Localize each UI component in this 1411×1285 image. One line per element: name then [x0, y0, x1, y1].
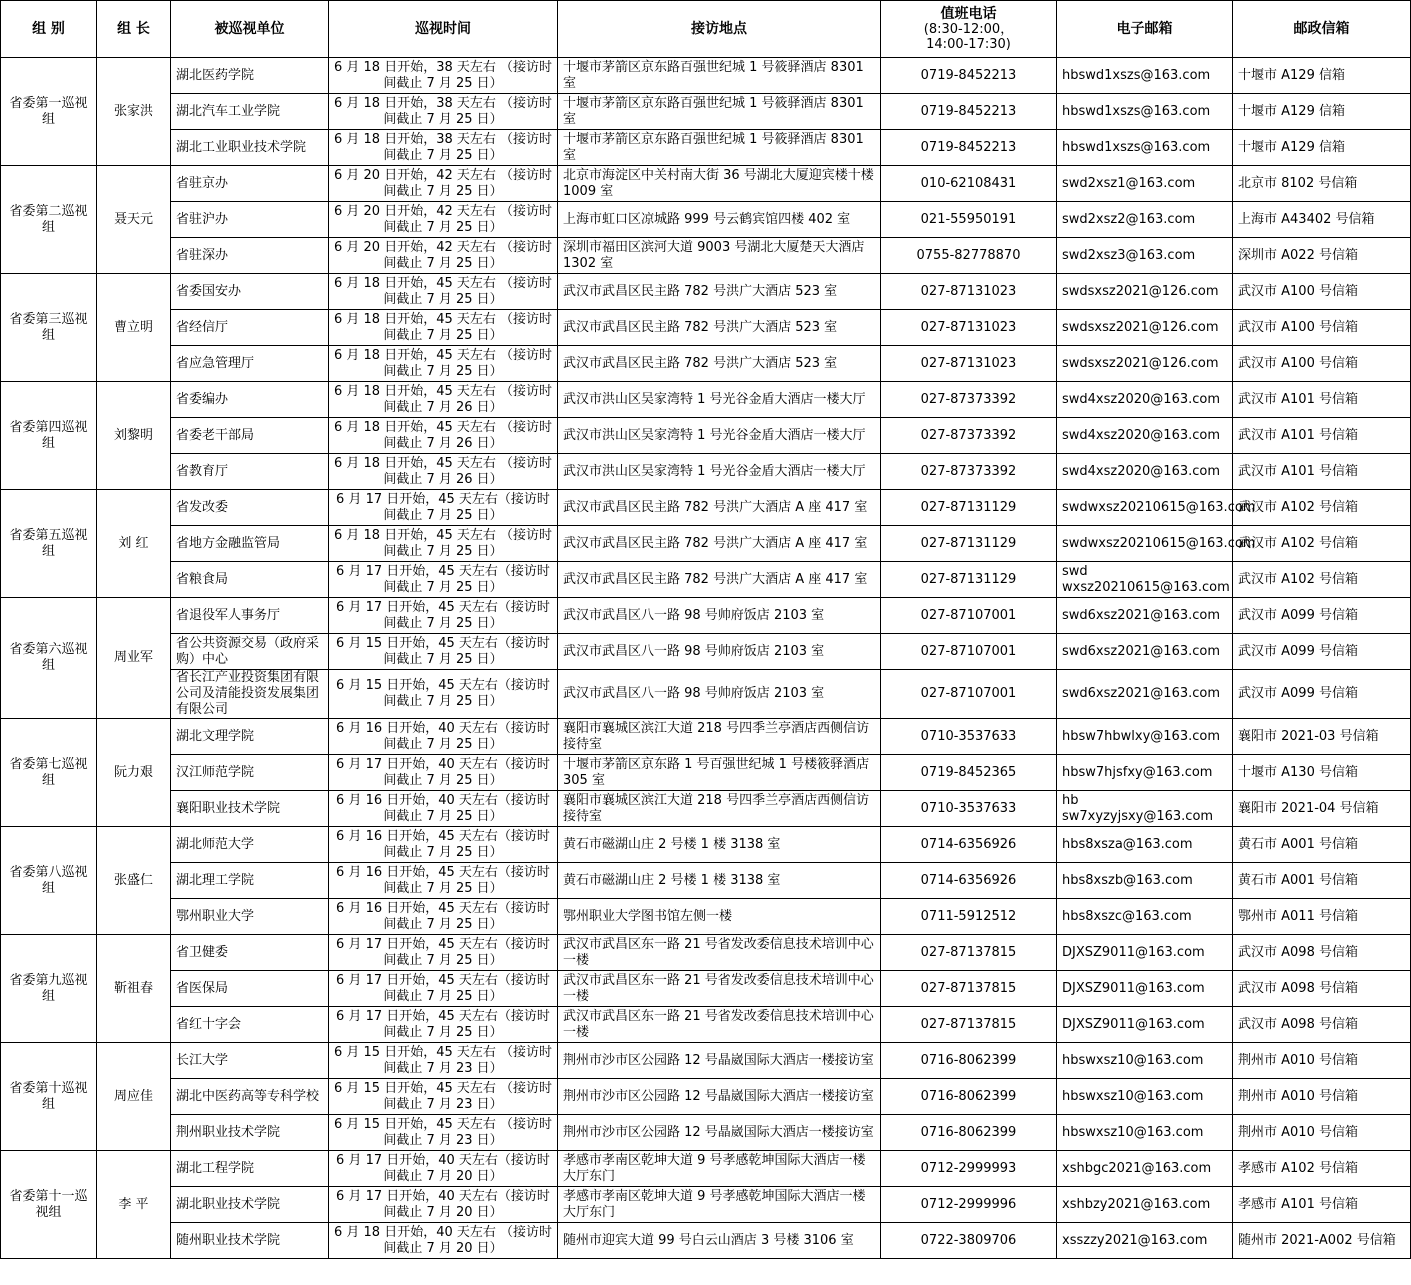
location-cell: 随州市迎宾大道 99 号白云山酒店 3 号楼 3106 室	[558, 1223, 881, 1259]
phone-cell: 0719-8452213	[881, 58, 1057, 94]
header-mailbox: 邮政信箱	[1233, 1, 1411, 58]
phone-cell: 027-87131023	[881, 346, 1057, 382]
phone-cell: 0755-82778870	[881, 238, 1057, 274]
table-row	[1, 58, 1411, 94]
unit-cell: 汉江师范学院	[171, 755, 329, 791]
phone-cell: 0714-6356926	[881, 827, 1057, 863]
email-cell: swd6xsz2021@163.com	[1057, 598, 1233, 634]
phone-cell: 0716-8062399	[881, 1079, 1057, 1115]
phone-cell: 027-87131129	[881, 526, 1057, 562]
unit-cell: 省粮食局	[171, 562, 329, 598]
header-row	[1, 1, 1411, 58]
time-cell: 6 月 17 日开始，45 天左右（接访时间截止 7 月 25 日）	[329, 971, 558, 1007]
table-row	[1, 130, 1411, 166]
mailbox-cell: 荆州市 A010 号信箱	[1233, 1115, 1411, 1151]
location-cell: 十堰市茅箭区京东路百强世纪城 1 号筱驿酒店 8301 室	[558, 94, 881, 130]
time-cell: 6 月 18 日开始，45 天左右 （接访时间截止 7 月 26 日）	[329, 418, 558, 454]
unit-cell: 湖北工业职业技术学院	[171, 130, 329, 166]
phone-cell: 0712-2999993	[881, 1151, 1057, 1187]
leader-cell: 靳祖春	[97, 935, 171, 1043]
mailbox-cell: 孝感市 A101 号信箱	[1233, 1187, 1411, 1223]
location-cell: 武汉市武昌区八一路 98 号帅府饭店 2103 室	[558, 670, 881, 719]
email-cell: hbswxsz10@163.com	[1057, 1043, 1233, 1079]
time-cell: 6 月 16 日开始，40 天左右（接访时间截止 7 月 25 日）	[329, 719, 558, 755]
time-cell: 6 月 18 日开始，45 天左右 （接访时间截止 7 月 26 日）	[329, 382, 558, 418]
mailbox-cell: 荆州市 A010 号信箱	[1233, 1079, 1411, 1115]
leader-cell: 周应佳	[97, 1043, 171, 1151]
location-cell: 深圳市福田区滨河大道 9003 号湖北大厦楚天大酒店 1302 室	[558, 238, 881, 274]
phone-cell: 027-87131023	[881, 310, 1057, 346]
table-row	[1, 971, 1411, 1007]
mailbox-cell: 武汉市 A100 号信箱	[1233, 310, 1411, 346]
header-phone-hours-1: (8:30-12:00，	[923, 22, 1014, 37]
location-cell: 十堰市茅箭区京东路百强世纪城 1 号筱驿酒店 8301 室	[558, 58, 881, 94]
unit-cell: 省红十字会	[171, 1007, 329, 1043]
table-row	[1, 454, 1411, 490]
table-row	[1, 1079, 1411, 1115]
phone-cell: 0710-3537633	[881, 791, 1057, 827]
phone-cell: 0714-6356926	[881, 863, 1057, 899]
location-cell: 武汉市武昌区民主路 782 号洪广大酒店 523 室	[558, 310, 881, 346]
leader-cell: 张盛仁	[97, 827, 171, 935]
header-time: 巡视时间	[329, 1, 558, 58]
unit-cell: 省驻京办	[171, 166, 329, 202]
location-cell: 黄石市磁湖山庄 2 号楼 1 楼 3138 室	[558, 863, 881, 899]
group-name-cell: 省委第四巡视组	[1, 382, 97, 490]
table-row	[1, 166, 1411, 202]
email-cell: swd4xsz2020@163.com	[1057, 382, 1233, 418]
leader-cell: 刘 红	[97, 490, 171, 598]
location-cell: 十堰市茅箭区京东路 1 号百强世纪城 1 号楼筱驿酒店 305 室	[558, 755, 881, 791]
unit-cell: 长江大学	[171, 1043, 329, 1079]
table-row	[1, 827, 1411, 863]
table-row	[1, 1223, 1411, 1259]
time-cell: 6 月 17 日开始，40 天左右（接访时间截止 7 月 25 日）	[329, 755, 558, 791]
location-cell: 武汉市武昌区东一路 21 号省发改委信息技术培训中心一楼	[558, 971, 881, 1007]
location-cell: 武汉市武昌区民主路 782 号洪广大酒店 523 室	[558, 274, 881, 310]
email-cell: swd6xsz2021@163.com	[1057, 634, 1233, 670]
phone-cell: 021-55950191	[881, 202, 1057, 238]
mailbox-cell: 十堰市 A129 信箱	[1233, 94, 1411, 130]
table-row	[1, 274, 1411, 310]
mailbox-cell: 随州市 2021-A002 号信箱	[1233, 1223, 1411, 1259]
group-name-cell: 省委第十一巡视组	[1, 1151, 97, 1259]
mailbox-cell: 孝感市 A102 号信箱	[1233, 1151, 1411, 1187]
unit-cell: 省委国安办	[171, 274, 329, 310]
unit-cell: 省驻深办	[171, 238, 329, 274]
email-cell: swd wxsz20210615@163.com	[1057, 562, 1233, 598]
email-cell: hbsw7hbwlxy@163.com	[1057, 719, 1233, 755]
time-cell: 6 月 17 日开始，45 天左右（接访时间截止 7 月 25 日）	[329, 490, 558, 526]
table-row	[1, 238, 1411, 274]
time-cell: 6 月 17 日开始，45 天左右（接访时间截止 7 月 25 日）	[329, 935, 558, 971]
mailbox-cell: 深圳市 A022 号信箱	[1233, 238, 1411, 274]
table-row	[1, 598, 1411, 634]
time-cell: 6 月 17 日开始，40 天左右（接访时间截止 7 月 20 日）	[329, 1151, 558, 1187]
time-cell: 6 月 18 日开始，45 天左右 （接访时间截止 7 月 25 日）	[329, 274, 558, 310]
email-cell: hbsw7hjsfxy@163.com	[1057, 755, 1233, 791]
table-row	[1, 1115, 1411, 1151]
email-cell: DJXSZ9011@163.com	[1057, 1007, 1233, 1043]
email-cell: swd4xsz2020@163.com	[1057, 454, 1233, 490]
mailbox-cell: 十堰市 A129 信箱	[1233, 130, 1411, 166]
unit-cell: 鄂州职业大学	[171, 899, 329, 935]
unit-cell: 省经信厅	[171, 310, 329, 346]
location-cell: 武汉市洪山区吴家湾特 1 号光谷金盾大酒店一楼大厅	[558, 382, 881, 418]
location-cell: 武汉市武昌区八一路 98 号帅府饭店 2103 室	[558, 598, 881, 634]
phone-cell: 0716-8062399	[881, 1043, 1057, 1079]
location-cell: 武汉市武昌区八一路 98 号帅府饭店 2103 室	[558, 634, 881, 670]
header-phone-label: 值班电话	[940, 6, 997, 22]
location-cell: 荆州市沙市区公园路 12 号晶崴国际大酒店一楼接访室	[558, 1043, 881, 1079]
location-cell: 黄石市磁湖山庄 2 号楼 1 楼 3138 室	[558, 827, 881, 863]
unit-cell: 省地方金融监管局	[171, 526, 329, 562]
email-cell: DJXSZ9011@163.com	[1057, 935, 1233, 971]
location-cell: 襄阳市襄城区滨江大道 218 号四季兰亭酒店西侧信访接待室	[558, 719, 881, 755]
header-phone	[881, 1, 1057, 58]
location-cell: 武汉市武昌区东一路 21 号省发改委信息技术培训中心一楼	[558, 1007, 881, 1043]
header-location: 接访地点	[558, 1, 881, 58]
leader-cell: 张家洪	[97, 58, 171, 166]
location-cell: 上海市虹口区凉城路 999 号云鹤宾馆四楼 402 室	[558, 202, 881, 238]
unit-cell: 湖北文理学院	[171, 719, 329, 755]
mailbox-cell: 黄石市 A001 号信箱	[1233, 827, 1411, 863]
phone-cell: 0711-5912512	[881, 899, 1057, 935]
unit-cell: 省委编办	[171, 382, 329, 418]
unit-cell: 省公共资源交易（政府采购）中心	[171, 634, 329, 670]
phone-cell: 0712-2999996	[881, 1187, 1057, 1223]
email-cell: hbs8xsza@163.com	[1057, 827, 1233, 863]
email-cell: hbswd1xszs@163.com	[1057, 58, 1233, 94]
email-cell: hbs8xszb@163.com	[1057, 863, 1233, 899]
table-row	[1, 526, 1411, 562]
location-cell: 武汉市武昌区民主路 782 号洪广大酒店 523 室	[558, 346, 881, 382]
mailbox-cell: 武汉市 A100 号信箱	[1233, 274, 1411, 310]
time-cell: 6 月 17 日开始，45 天左右（接访时间截止 7 月 25 日）	[329, 1007, 558, 1043]
location-cell: 武汉市洪山区吴家湾特 1 号光谷金盾大酒店一楼大厅	[558, 454, 881, 490]
table-row	[1, 94, 1411, 130]
time-cell: 6 月 15 日开始，45 天左右 （接访时间截止 7 月 23 日）	[329, 1043, 558, 1079]
email-cell: swd6xsz2021@163.com	[1057, 670, 1233, 719]
email-cell: swd2xsz2@163.com	[1057, 202, 1233, 238]
unit-cell: 湖北工程学院	[171, 1151, 329, 1187]
group-name-cell: 省委第五巡视组	[1, 490, 97, 598]
leader-cell: 曹立明	[97, 274, 171, 382]
phone-cell: 0719-8452365	[881, 755, 1057, 791]
email-cell: swd2xsz3@163.com	[1057, 238, 1233, 274]
time-cell: 6 月 18 日开始，38 天左右 （接访时间截止 7 月 25 日）	[329, 94, 558, 130]
unit-cell: 省委老干部局	[171, 418, 329, 454]
table-row	[1, 719, 1411, 755]
phone-cell: 027-87131129	[881, 562, 1057, 598]
table-row	[1, 1151, 1411, 1187]
header-email: 电子邮箱	[1057, 1, 1233, 58]
phone-cell: 027-87373392	[881, 454, 1057, 490]
time-cell: 6 月 18 日开始，45 天左右 （接访时间截止 7 月 25 日）	[329, 346, 558, 382]
table-body	[1, 58, 1411, 1259]
group-name-cell: 省委第九巡视组	[1, 935, 97, 1043]
mailbox-cell: 荆州市 A010 号信箱	[1233, 1043, 1411, 1079]
time-cell: 6 月 20 日开始，42 天左右 （接访时间截止 7 月 25 日）	[329, 166, 558, 202]
location-cell: 襄阳市襄城区滨江大道 218 号四季兰亭酒店西侧信访接待室	[558, 791, 881, 827]
mailbox-cell: 武汉市 A100 号信箱	[1233, 346, 1411, 382]
table-row	[1, 490, 1411, 526]
mailbox-cell: 襄阳市 2021-04 号信箱	[1233, 791, 1411, 827]
email-cell: hbswxsz10@163.com	[1057, 1079, 1233, 1115]
unit-cell: 省卫健委	[171, 935, 329, 971]
unit-cell: 襄阳职业技术学院	[171, 791, 329, 827]
phone-cell: 0719-8452213	[881, 94, 1057, 130]
mailbox-cell: 武汉市 A098 号信箱	[1233, 1007, 1411, 1043]
group-name-cell: 省委第六巡视组	[1, 598, 97, 719]
time-cell: 6 月 16 日开始，45 天左右（接访时间截止 7 月 25 日）	[329, 827, 558, 863]
time-cell: 6 月 18 日开始，45 天左右 （接访时间截止 7 月 25 日）	[329, 310, 558, 346]
mailbox-cell: 襄阳市 2021-03 号信箱	[1233, 719, 1411, 755]
mailbox-cell: 武汉市 A099 号信箱	[1233, 634, 1411, 670]
leader-cell: 李 平	[97, 1151, 171, 1259]
mailbox-cell: 武汉市 A101 号信箱	[1233, 418, 1411, 454]
email-cell: hbswxsz10@163.com	[1057, 1115, 1233, 1151]
mailbox-cell: 武汉市 A102 号信箱	[1233, 526, 1411, 562]
email-cell: swdwxsz20210615@163.com	[1057, 526, 1233, 562]
table-row	[1, 418, 1411, 454]
mailbox-cell: 武汉市 A098 号信箱	[1233, 971, 1411, 1007]
location-cell: 武汉市武昌区东一路 21 号省发改委信息技术培训中心一楼	[558, 935, 881, 971]
mailbox-cell: 武汉市 A099 号信箱	[1233, 670, 1411, 719]
table-row	[1, 791, 1411, 827]
phone-cell: 0710-3537633	[881, 719, 1057, 755]
unit-cell: 省教育厅	[171, 454, 329, 490]
time-cell: 6 月 18 日开始，40 天左右 （接访时间截止 7 月 20 日）	[329, 1223, 558, 1259]
unit-cell: 湖北医药学院	[171, 58, 329, 94]
location-cell: 孝感市孝南区乾坤大道 9 号孝感乾坤国际大酒店一楼大厅东门	[558, 1187, 881, 1223]
unit-cell: 随州职业技术学院	[171, 1223, 329, 1259]
group-name-cell: 省委第三巡视组	[1, 274, 97, 382]
time-cell: 6 月 16 日开始，45 天左右（接访时间截止 7 月 25 日）	[329, 863, 558, 899]
phone-cell: 027-87131129	[881, 490, 1057, 526]
email-cell: swd2xsz1@163.com	[1057, 166, 1233, 202]
table-row	[1, 670, 1411, 719]
mailbox-cell: 武汉市 A101 号信箱	[1233, 382, 1411, 418]
unit-cell: 湖北中医药高等专科学校	[171, 1079, 329, 1115]
mailbox-cell: 武汉市 A101 号信箱	[1233, 454, 1411, 490]
phone-cell: 027-87131023	[881, 274, 1057, 310]
email-cell: xshbzy2021@163.com	[1057, 1187, 1233, 1223]
location-cell: 十堰市茅箭区京东路百强世纪城 1 号筱驿酒店 8301 室	[558, 130, 881, 166]
table-row	[1, 899, 1411, 935]
mailbox-cell: 北京市 8102 号信箱	[1233, 166, 1411, 202]
unit-cell: 荆州职业技术学院	[171, 1115, 329, 1151]
group-name-cell: 省委第一巡视组	[1, 58, 97, 166]
email-cell: hbs8xszc@163.com	[1057, 899, 1233, 935]
table-row	[1, 863, 1411, 899]
header-group: 组 别	[1, 1, 97, 58]
phone-cell: 0722-3809706	[881, 1223, 1057, 1259]
unit-cell: 湖北职业技术学院	[171, 1187, 329, 1223]
table-row	[1, 1007, 1411, 1043]
table-row	[1, 562, 1411, 598]
table-row	[1, 202, 1411, 238]
email-cell: swdsxsz2021@126.com	[1057, 274, 1233, 310]
leader-cell: 阮力艰	[97, 719, 171, 827]
table-row	[1, 1043, 1411, 1079]
time-cell: 6 月 17 日开始，45 天左右（接访时间截止 7 月 25 日）	[329, 598, 558, 634]
table-row	[1, 935, 1411, 971]
time-cell: 6 月 15 日开始，45 天左右 （接访时间截止 7 月 23 日）	[329, 1079, 558, 1115]
email-cell: swdwxsz20210615@163.com	[1057, 490, 1233, 526]
unit-cell: 省退役军人事务厅	[171, 598, 329, 634]
time-cell: 6 月 20 日开始，42 天左右 （接访时间截止 7 月 25 日）	[329, 202, 558, 238]
unit-cell: 省医保局	[171, 971, 329, 1007]
email-cell: hbswd1xszs@163.com	[1057, 94, 1233, 130]
time-cell: 6 月 16 日开始，40 天左右（接访时间截止 7 月 25 日）	[329, 791, 558, 827]
time-cell: 6 月 15 日开始，45 天左右（接访时间截止 7 月 25 日）	[329, 670, 558, 719]
phone-cell: 027-87137815	[881, 971, 1057, 1007]
time-cell: 6 月 18 日开始，45 天左右 （接访时间截止 7 月 25 日）	[329, 526, 558, 562]
time-cell: 6 月 18 日开始，45 天左右 （接访时间截止 7 月 26 日）	[329, 454, 558, 490]
location-cell: 武汉市武昌区民主路 782 号洪广大酒店 A 座 417 室	[558, 490, 881, 526]
table-row	[1, 310, 1411, 346]
location-cell: 武汉市武昌区民主路 782 号洪广大酒店 A 座 417 室	[558, 526, 881, 562]
leader-cell: 刘黎明	[97, 382, 171, 490]
email-cell: hb sw7xyzyjsxy@163.com	[1057, 791, 1233, 827]
mailbox-cell: 十堰市 A130 号信箱	[1233, 755, 1411, 791]
email-cell: swd4xsz2020@163.com	[1057, 418, 1233, 454]
time-cell: 6 月 15 日开始，45 天左右（接访时间截止 7 月 25 日）	[329, 634, 558, 670]
location-cell: 荆州市沙市区公园路 12 号晶崴国际大酒店一楼接访室	[558, 1115, 881, 1151]
phone-cell: 0719-8452213	[881, 130, 1057, 166]
table-row	[1, 346, 1411, 382]
phone-cell: 027-87373392	[881, 382, 1057, 418]
group-name-cell: 省委第二巡视组	[1, 166, 97, 274]
group-name-cell: 省委第十巡视组	[1, 1043, 97, 1151]
header-leader: 组 长	[97, 1, 171, 58]
mailbox-cell: 武汉市 A102 号信箱	[1233, 562, 1411, 598]
phone-cell: 027-87107001	[881, 670, 1057, 719]
unit-cell: 省驻沪办	[171, 202, 329, 238]
group-name-cell: 省委第七巡视组	[1, 719, 97, 827]
unit-cell: 省发改委	[171, 490, 329, 526]
time-cell: 6 月 20 日开始，42 天左右 （接访时间截止 7 月 25 日）	[329, 238, 558, 274]
time-cell: 6 月 18 日开始，38 天左右 （接访时间截止 7 月 25 日）	[329, 58, 558, 94]
location-cell: 荆州市沙市区公园路 12 号晶崴国际大酒店一楼接访室	[558, 1079, 881, 1115]
unit-cell: 湖北师范大学	[171, 827, 329, 863]
email-cell: DJXSZ9011@163.com	[1057, 971, 1233, 1007]
mailbox-cell: 武汉市 A102 号信箱	[1233, 490, 1411, 526]
email-cell: xsszzy2021@163.com	[1057, 1223, 1233, 1259]
time-cell: 6 月 15 日开始，45 天左右 （接访时间截止 7 月 23 日）	[329, 1115, 558, 1151]
leader-cell: 周业军	[97, 598, 171, 719]
location-cell: 北京市海淀区中关村南大街 36 号湖北大厦迎宾楼十楼 1009 室	[558, 166, 881, 202]
unit-cell: 湖北汽车工业学院	[171, 94, 329, 130]
location-cell: 武汉市洪山区吴家湾特 1 号光谷金盾大酒店一楼大厅	[558, 418, 881, 454]
header-phone-hours-2: 14:00-17:30)	[926, 37, 1011, 52]
phone-cell: 027-87107001	[881, 598, 1057, 634]
mailbox-cell: 黄石市 A001 号信箱	[1233, 863, 1411, 899]
email-cell: hbswd1xszs@163.com	[1057, 130, 1233, 166]
table-row	[1, 382, 1411, 418]
phone-cell: 027-87137815	[881, 1007, 1057, 1043]
location-cell: 鄂州职业大学图书馆左侧一楼	[558, 899, 881, 935]
unit-cell: 省应急管理厅	[171, 346, 329, 382]
mailbox-cell: 上海市 A43402 号信箱	[1233, 202, 1411, 238]
time-cell: 6 月 17 日开始，45 天左右（接访时间截止 7 月 25 日）	[329, 562, 558, 598]
group-name-cell: 省委第八巡视组	[1, 827, 97, 935]
location-cell: 孝感市孝南区乾坤大道 9 号孝感乾坤国际大酒店一楼大厅东门	[558, 1151, 881, 1187]
location-cell: 武汉市武昌区民主路 782 号洪广大酒店 A 座 417 室	[558, 562, 881, 598]
table-row	[1, 755, 1411, 791]
unit-cell: 省长江产业投资集团有限公司及清能投资发展集团有限公司	[171, 670, 329, 719]
phone-cell: 010-62108431	[881, 166, 1057, 202]
email-cell: xshbgc2021@163.com	[1057, 1151, 1233, 1187]
unit-cell: 湖北理工学院	[171, 863, 329, 899]
phone-cell: 027-87137815	[881, 935, 1057, 971]
mailbox-cell: 武汉市 A098 号信箱	[1233, 935, 1411, 971]
email-cell: swdsxsz2021@126.com	[1057, 310, 1233, 346]
phone-cell: 027-87373392	[881, 418, 1057, 454]
mailbox-cell: 武汉市 A099 号信箱	[1233, 598, 1411, 634]
mailbox-cell: 十堰市 A129 信箱	[1233, 58, 1411, 94]
header-unit: 被巡视单位	[171, 1, 329, 58]
time-cell: 6 月 17 日开始，40 天左右（接访时间截止 7 月 20 日）	[329, 1187, 558, 1223]
table-row	[1, 1187, 1411, 1223]
table-row	[1, 634, 1411, 670]
mailbox-cell: 鄂州市 A011 号信箱	[1233, 899, 1411, 935]
phone-cell: 027-87107001	[881, 634, 1057, 670]
leader-cell: 聂天元	[97, 166, 171, 274]
time-cell: 6 月 18 日开始，38 天左右 （接访时间截止 7 月 25 日）	[329, 130, 558, 166]
email-cell: swdsxsz2021@126.com	[1057, 346, 1233, 382]
time-cell: 6 月 16 日开始，45 天左右（接访时间截止 7 月 25 日）	[329, 899, 558, 935]
phone-cell: 0716-8062399	[881, 1115, 1057, 1151]
